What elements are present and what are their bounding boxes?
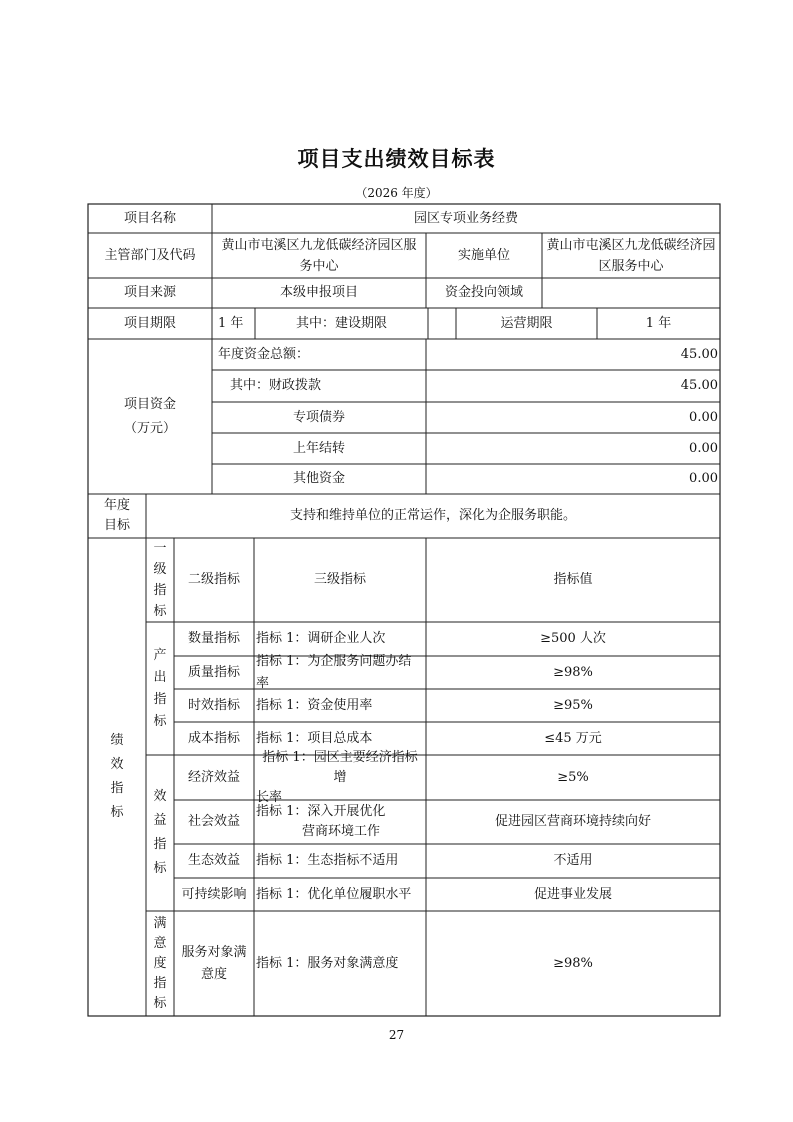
project-funds-title: 项目资金: [123, 396, 176, 412]
operation-period-label: 运营期限: [500, 315, 553, 331]
indicator-level3: 指标 1：服务对象满意度: [256, 955, 399, 971]
fund-row-value: 45.00: [680, 346, 718, 362]
indicator-level2: 社会效益: [187, 814, 240, 829]
implementing-unit-value: 黄山市屯溪区九龙低碳经济园区服务中心: [546, 237, 716, 274]
operation-period-value: 1 年: [645, 315, 672, 331]
indicator-level2: 成本指标: [187, 730, 240, 746]
benefit-indicators-label: 效 益 指 标: [153, 789, 167, 876]
construction-period-value: [428, 308, 456, 339]
fund-row-label: 其中：财政拨款: [230, 378, 322, 393]
project-funds-unit: （万元）: [123, 420, 176, 436]
performance-indicators-label: 绩 效 指 标: [110, 733, 124, 820]
project-period-label: 项目期限: [123, 315, 176, 331]
level1-header: 一 级 指 标: [153, 541, 167, 619]
indicator-level3: 指标 1：项目总成本: [256, 730, 373, 746]
indicator-level3: 指标 1：优化单位履职水平: [256, 886, 412, 902]
indicator-level3: 指标 1：生态指标不适用: [256, 853, 399, 868]
fund-row-value: 0.00: [689, 440, 718, 456]
project-funds-label: [88, 339, 212, 494]
indicator-value: 不适用: [553, 853, 593, 868]
fund-row-label: 专项债券: [292, 409, 345, 425]
indicator-level3: 指标 1：资金使用率: [256, 697, 373, 713]
fund-row-value: 0.00: [689, 471, 718, 486]
indicator-level3: 指标 1：深入开展优化 营商环境工作: [256, 804, 386, 839]
indicator-level2: 时效指标: [187, 697, 240, 713]
implementing-unit-label: 实施单位: [457, 247, 510, 263]
page-title: 项目支出绩效目标表: [297, 146, 496, 171]
department-label: 主管部门及代码: [104, 247, 196, 263]
construction-period-label: 其中：建设期限: [295, 315, 387, 331]
fund-row-label: 其他资金: [292, 471, 345, 486]
indicator-level3: 指标 1：园区主要经济指标增 长率: [256, 749, 418, 805]
project-period-value: 1 年: [218, 315, 244, 331]
indicator-level2: 服务对象满 意度: [181, 944, 247, 982]
fiscal-year: （2026 年度）: [355, 186, 438, 200]
annual-goal-label: 年度 目标: [103, 498, 130, 533]
indicator-level3: 指标 1：调研企业人次: [256, 631, 386, 646]
annual-goal-value: 支持和维持单位的正常运作，深化为企服务职能。: [289, 508, 576, 523]
fund-row-value: 45.00: [680, 378, 718, 393]
indicator-value: ≥98%: [553, 955, 593, 971]
indicator-level2: 生态效益: [187, 853, 240, 868]
indicator-value: ≥98%: [553, 664, 593, 680]
fund-direction-value: [542, 278, 720, 308]
department-value: 黄山市屯溪区九龙低碳经济园区服务中心: [221, 237, 417, 274]
output-indicators-label: 产 出 指 标: [153, 647, 167, 729]
project-name-label: 项目名称: [123, 210, 176, 226]
level2-header: 二级指标: [187, 572, 240, 587]
project-name-value: 园区专项业务经费: [413, 210, 518, 226]
indicator-value: ≥95%: [553, 697, 593, 713]
level3-header: 三级指标: [313, 572, 366, 587]
fund-direction-label: 资金投向领域: [444, 285, 523, 300]
project-source-label: 项目来源: [123, 285, 176, 300]
indicator-value: ≥500 人次: [540, 631, 606, 646]
project-source-value: 本级申报项目: [279, 285, 358, 300]
indicator-level2: 质量指标: [187, 664, 240, 680]
fund-row-label: 上年结转: [292, 440, 345, 456]
indicator-level2: 经济效益: [187, 769, 240, 785]
indicator-level2: 数量指标: [187, 631, 240, 646]
indicator-level3: 指标 1：为企服务问题办结率: [256, 653, 412, 691]
fund-row-label: 年度资金总额：: [218, 346, 310, 362]
satisfaction-indicators-label: 满 意 度 指 标: [153, 915, 167, 1011]
indicator-value: ≥5%: [557, 769, 589, 785]
indicator-value: 促进事业发展: [533, 886, 612, 902]
page-number: 27: [388, 1028, 405, 1042]
indicator-level2: 可持续影响: [181, 886, 247, 902]
indicator-value: 促进园区营商环境持续向好: [494, 814, 651, 829]
indicator-value: ≤45 万元: [544, 730, 602, 746]
fund-row-value: 0.00: [689, 409, 718, 425]
indicator-value-header: 指标值: [553, 572, 593, 587]
